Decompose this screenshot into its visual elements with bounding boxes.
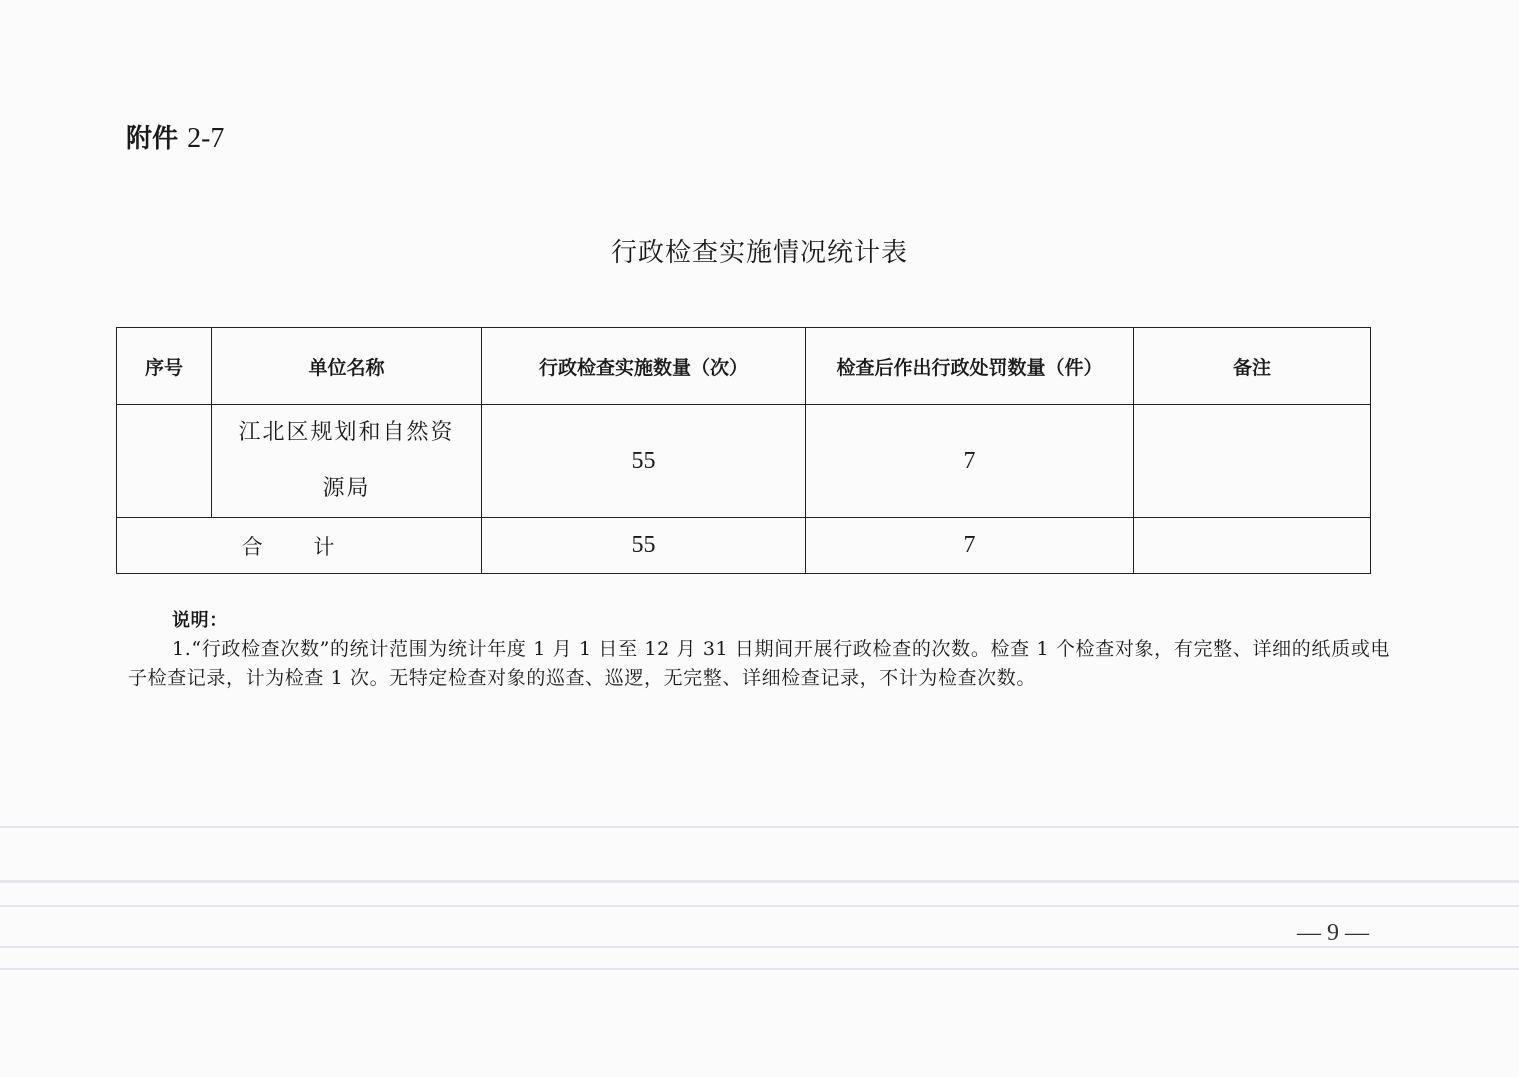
header-unit-name: 单位名称 bbox=[212, 328, 482, 405]
cell-remarks bbox=[1134, 405, 1371, 518]
page-number: — 9 — bbox=[1297, 920, 1369, 946]
header-index: 序号 bbox=[117, 328, 212, 405]
scan-artifact-line bbox=[0, 905, 1519, 907]
statistics-table bbox=[116, 327, 1371, 574]
total-penalty-count: 7 bbox=[806, 518, 1134, 574]
header-penalty-count: 检查后作出行政处罚数量（件） bbox=[806, 328, 1134, 405]
page-title: 行政检查实施情况统计表 bbox=[610, 238, 908, 268]
attachment-text: 附件 bbox=[126, 124, 179, 154]
header-remarks: 备注 bbox=[1134, 328, 1371, 405]
scan-artifact-line bbox=[0, 968, 1519, 970]
total-inspection-count: 55 bbox=[482, 518, 806, 574]
cell-penalty-count: 7 bbox=[806, 405, 1134, 518]
scan-artifact-line bbox=[0, 826, 1519, 828]
table-row bbox=[117, 405, 1371, 518]
total-label: 合 计 bbox=[117, 518, 482, 574]
scan-artifact-line bbox=[0, 880, 1519, 883]
attachment-number: 2-7 bbox=[187, 123, 225, 154]
notes-heading: 说明： bbox=[172, 610, 228, 631]
header-inspection-count: 行政检查实施数量（次） bbox=[482, 328, 806, 405]
table-header-row bbox=[117, 328, 1371, 405]
notes-item: 1.“行政检查次数”的统计范围为统计年度 1 月 1 日至 12 月 31 日期间开展行政检查的次数。检查 1 个检查对象，有完整、详细的纸质或电子检查记录，计为检查 1 次。无特定检查对象的巡查、巡逻，无完整、详细检查记录，不计为检查次数。 bbox=[128, 638, 1390, 689]
total-remarks bbox=[1134, 518, 1371, 574]
scan-artifact-line bbox=[0, 946, 1519, 948]
cell-index bbox=[117, 405, 212, 518]
table-total-row bbox=[117, 518, 1371, 574]
attachment-label bbox=[126, 118, 224, 155]
unit-name-text: 江北区规划和自然资源局 bbox=[238, 420, 455, 501]
notes-section bbox=[128, 606, 1390, 693]
cell-inspection-count: 55 bbox=[482, 405, 806, 518]
cell-unit-name bbox=[212, 405, 482, 518]
